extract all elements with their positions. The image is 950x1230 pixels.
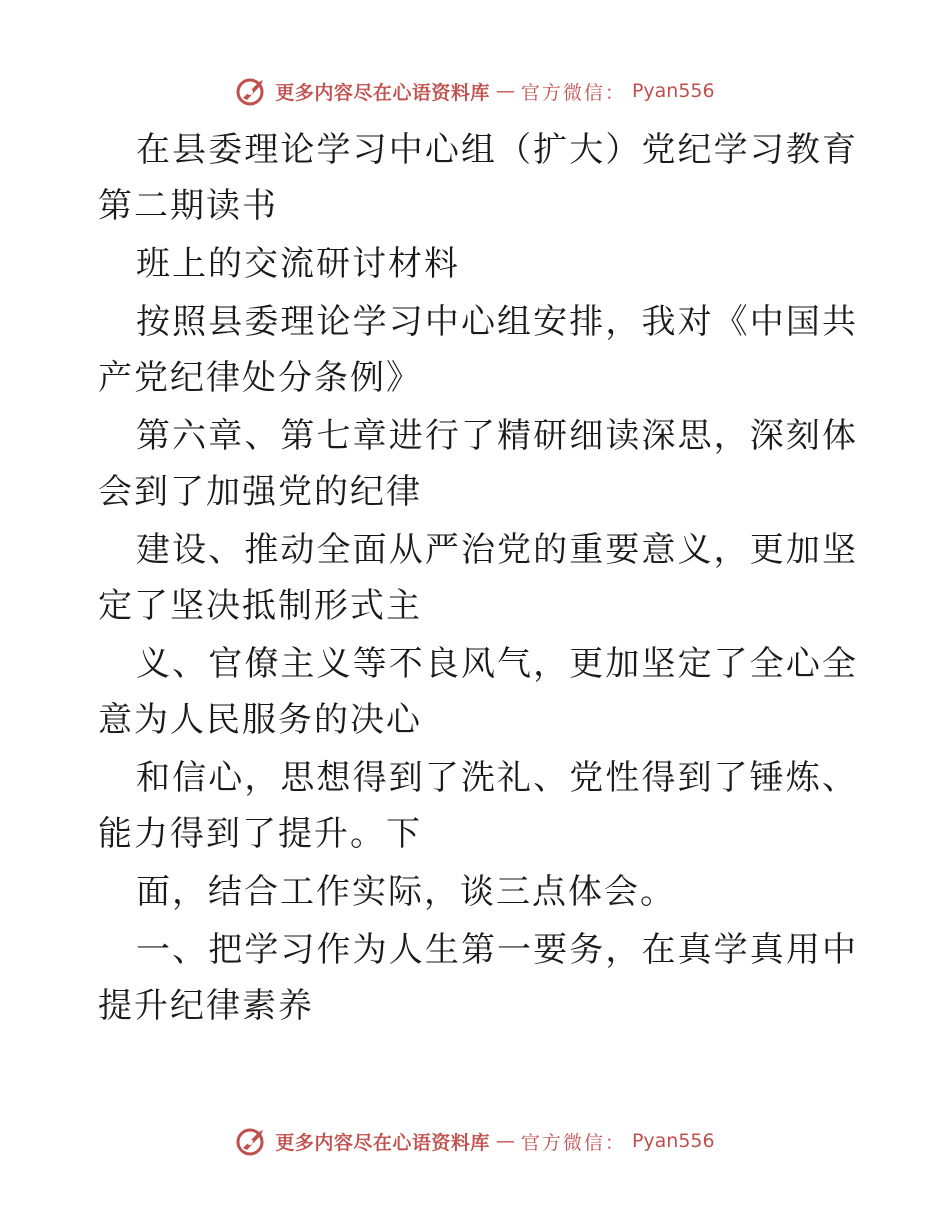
paragraph-title-1: 在县委理论学习中心组（扩大）党纪学习教育第二期读书	[98, 130, 858, 226]
watermark-label: 官方微信：	[520, 1131, 626, 1154]
paragraph: 按照县委理论学习中心组安排，我对《中国共产党纪律处分条例》	[98, 302, 858, 398]
paragraph: 面，结合工作实际，谈三点体会。	[136, 872, 676, 912]
watermark-brand: 更多内容尽在心语资料库	[275, 81, 490, 104]
watermark-label: 官方微信：	[520, 81, 626, 104]
watermark-dash: —	[495, 1130, 515, 1152]
paragraph: 义、官僚主义等不良风气，更加坚定了全心全意为人民服务的决心	[98, 644, 858, 740]
document-body	[98, 122, 858, 1034]
watermark-brand: 更多内容尽在心语资料库	[275, 1131, 490, 1154]
paragraph-title-2: 班上的交流研讨材料	[136, 244, 460, 284]
paragraph: 建设、推动全面从严治党的重要意义，更加坚定了坚决抵制形式主	[98, 530, 858, 626]
footer-watermark	[0, 1126, 950, 1156]
watermark-id: Pyan556	[631, 80, 715, 102]
watermark-id: Pyan556	[631, 1130, 715, 1152]
quill-logo-icon	[235, 1126, 269, 1156]
header-watermark	[0, 76, 950, 106]
section-heading: 一、把学习作为人生第一要务，在真学真用中提升纪律素养	[98, 930, 858, 1026]
watermark-dash: —	[495, 80, 515, 102]
paragraph: 第六章、第七章进行了精研细读深思，深刻体会到了加强党的纪律	[98, 416, 858, 512]
paragraph: 和信心，思想得到了洗礼、党性得到了锤炼、能力得到了提升。下	[98, 758, 858, 854]
quill-logo-icon	[235, 76, 269, 106]
